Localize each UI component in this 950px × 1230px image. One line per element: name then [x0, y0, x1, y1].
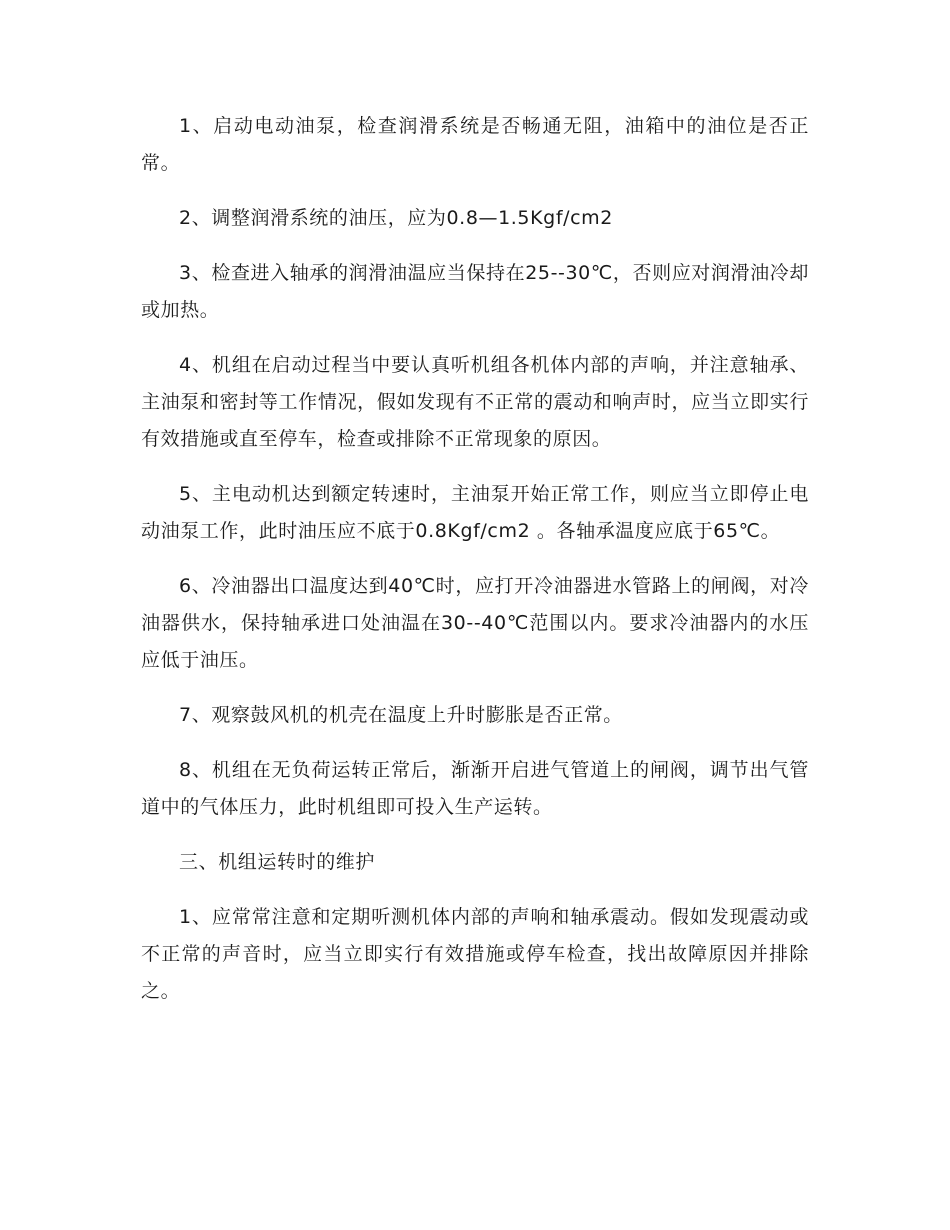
paragraph-startup-step-6: 6、冷油器出口温度达到40℃时，应打开冷油器进水管路上的闸阀，对冷油器供水，保持轴承进口处油温在30--40℃范围以内。要求冷油器内的水压应低于油压。	[141, 575, 809, 671]
document-page	[141, 108, 809, 1028]
paragraph-startup-step-1: 1、启动电动油泵，检查润滑系统是否畅通无阻，油箱中的油位是否正常。	[141, 115, 809, 174]
paragraph-startup-step-2: 2、调整润滑系统的油压，应为0.8—1.5Kgf/cm2	[179, 207, 613, 229]
paragraph-startup-step-5: 5、主电动机达到额定转速时，主油泵开始正常工作，则应当立即停止电动油泵工作，此时油压应不底于0.8Kgf/cm2 。各轴承温度应底于65℃。	[141, 483, 809, 542]
paragraph-startup-step-7: 7、观察鼓风机的机壳在温度上升时膨胀是否正常。	[179, 704, 623, 726]
paragraph-startup-step-4: 4、机组在启动过程当中要认真听机组各机体内部的声响，并注意轴承、主油泵和密封等工作情况，假如发现有不正常的震动和响声时，应当立即实行有效措施或直至停车，检查或排除不正常现象的原因。	[141, 354, 809, 450]
paragraph-maintenance-step-1: 1、应常常注意和定期听测机体内部的声响和轴承震动。假如发现震动或不正常的声音时，应当立即实行有效措施或停车检查，找出故障原因并排除之。	[141, 906, 809, 1002]
paragraph-startup-step-3: 3、检查进入轴承的润滑油温应当保持在25--30℃，否则应对润滑油冷却或加热。	[141, 262, 809, 321]
paragraph-startup-step-8: 8、机组在无负荷运转正常后，渐渐开启进气管道上的闸阀，调节出气管道中的气体压力，此时机组即可投入生产运转。	[141, 759, 809, 818]
section-heading-maintenance: 三、机组运转时的维护	[179, 851, 376, 873]
